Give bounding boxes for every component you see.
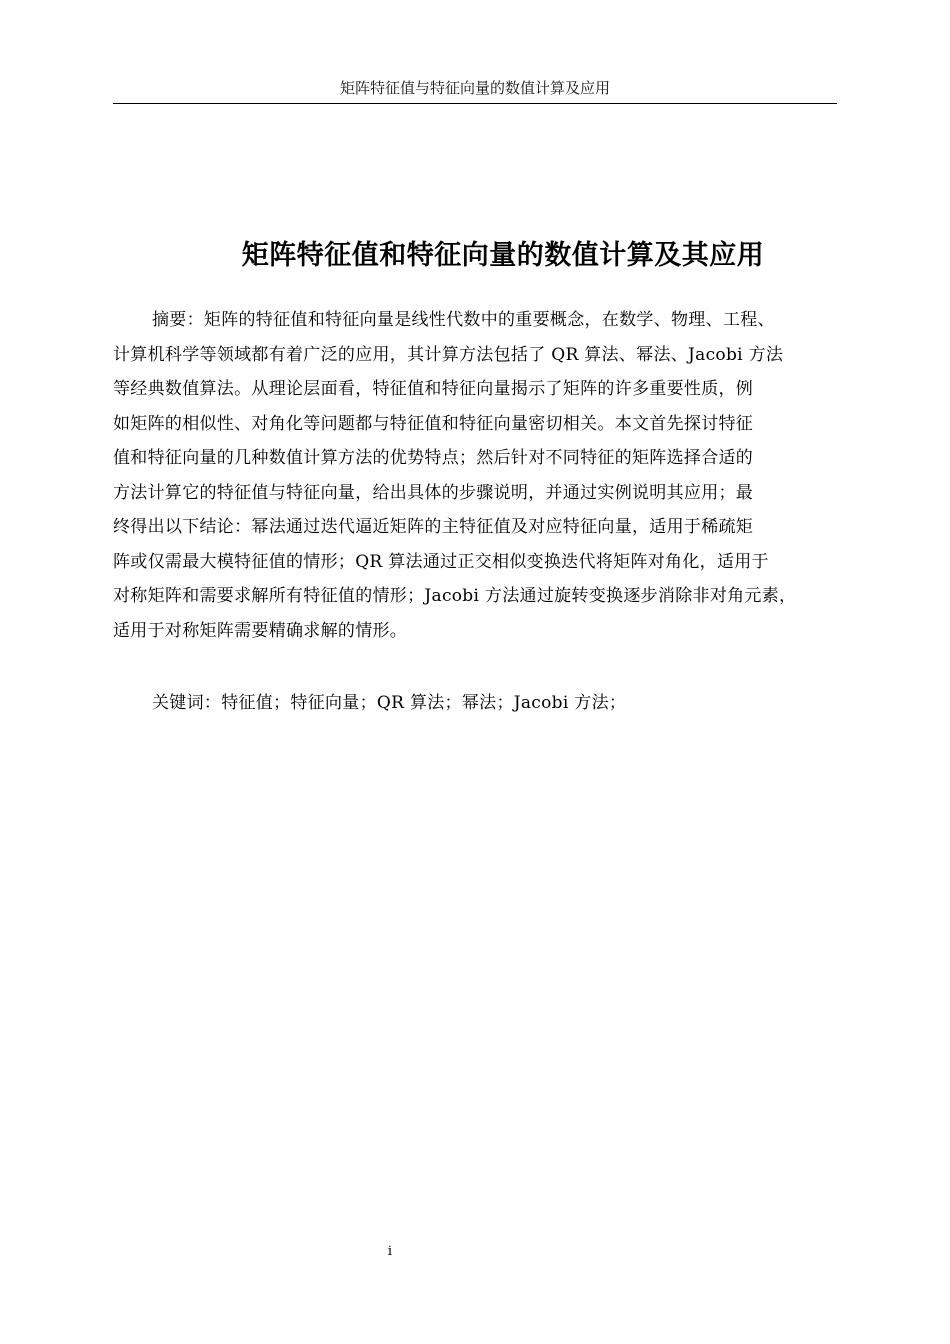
abstract-line: 如矩阵的相似性、对角化等问题都与特征值和特征向量密切相关。本文首先探讨特征 xyxy=(113,413,754,434)
keywords xyxy=(152,686,626,720)
keywords-label: 关键词： xyxy=(152,693,222,713)
header-rule xyxy=(113,103,837,104)
abstract-line: 终得出以下结论：幂法通过迭代逼近矩阵的主特征值及对应特征向量，适用于稀疏矩 xyxy=(113,517,754,537)
abstract-line xyxy=(113,303,849,338)
abstract-line: 值和特征向量的几种数值计算方法的优势特点；然后针对不同特征的矩阵选择合适的 xyxy=(113,448,754,468)
abstract-line: 适用于对称矩阵需要精确求解的情形。 xyxy=(113,620,408,641)
keywords-text: 特征值；特征向量；QR 算法；幂法；Jacobi 方法； xyxy=(221,693,627,713)
abstract-line: 阵或仅需最大模特征值的情形；QR 算法通过正交相似变换迭代将矩阵对角化，适用于 xyxy=(113,551,769,572)
abstract-label: 摘要： xyxy=(152,310,204,330)
abstract-line: 方法计算它的特征值与特征向量，给出具体的步骤说明，并通过实例说明其应用；最 xyxy=(113,482,754,503)
abstract-line: 计算机科学等领域都有着广泛的应用，其计算方法包括了 QR 算法、幂法、Jacobi 方法 xyxy=(113,344,784,365)
abstract xyxy=(113,303,849,648)
page-number: i xyxy=(387,1244,393,1259)
abstract-line: 等经典数值算法。从理论层面看，特征值和特征向量揭示了矩阵的许多重要性质，例 xyxy=(113,379,754,399)
running-header: 矩阵特征值与特征向量的数值计算及应用 xyxy=(339,79,610,97)
abstract-line: 对称矩阵和需要求解所有特征值的情形；Jacobi 方法通过旋转变换逐步消除非对角元素， xyxy=(113,586,797,606)
paper-title: 矩阵特征值和特征向量的数值计算及其应用 xyxy=(241,240,765,271)
abstract-text: 矩阵的特征值和特征向量是线性代数中的重要概念，在数学、物理、工程、 xyxy=(203,310,775,330)
